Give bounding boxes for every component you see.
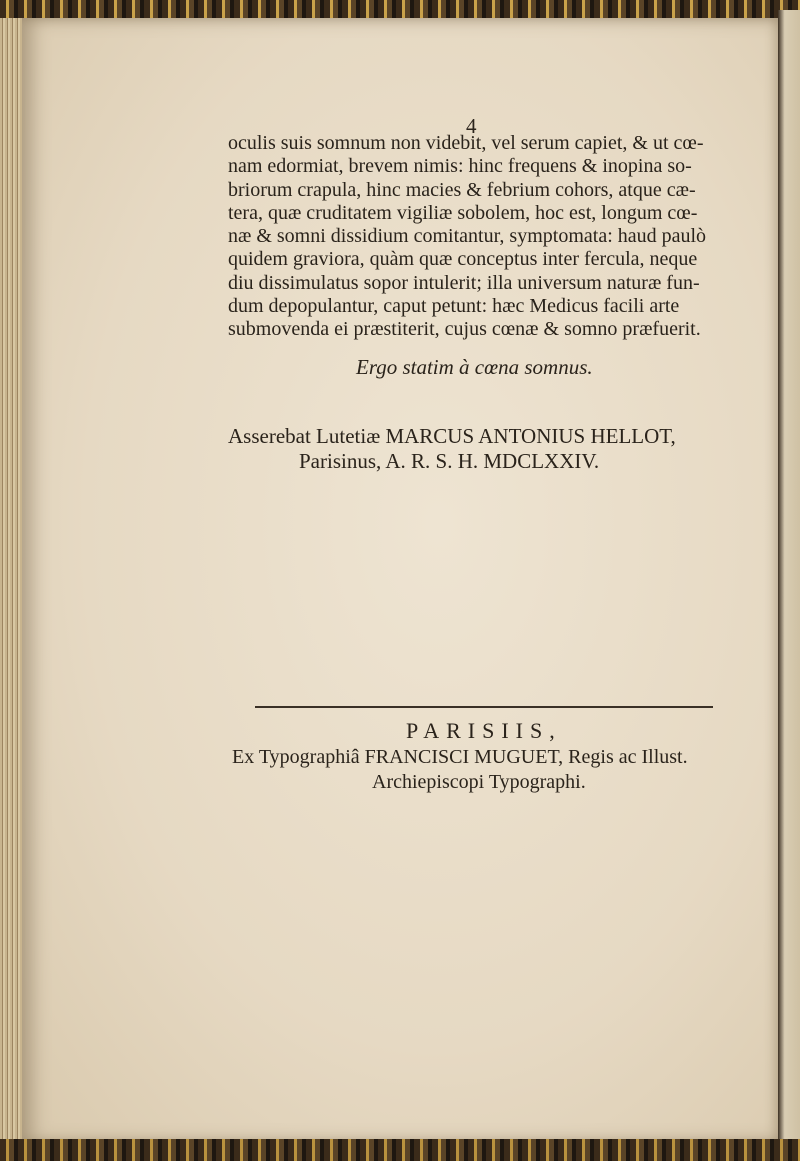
imprint-printer: Ex Typographiâ FRANCISCI MUGUET, Regis ac Illust. [232,746,688,768]
facing-page-edge [778,10,800,1150]
body-line: nam edormiat, brevem nimis: hinc frequens & inopina so- [228,155,692,178]
body-line: briorum crapula, hinc macies & febrium cohors, atque cæ- [228,178,696,201]
assertion-line-1: Asserebat Lutetiæ MARCUS ANTONIUS HELLOT, [228,424,676,448]
page-number: 4 [466,114,477,138]
body-line: submovenda ei præstiterit, cujus cœnæ & somno præfuerit. [228,318,701,341]
body-line: dum depopulantur, caput petunt: hæc Medicus facili arte [228,295,680,318]
divider-rule [255,706,713,708]
body-line: oculis suis somnum non videbit, vel serum capiet, & ut cœ- [228,132,704,154]
body-line: næ & somni dissidium comitantur, symptomata: haud paulò [228,225,707,248]
thesis-assertion [228,424,738,474]
body-line: tera, quæ cruditatem vigiliæ sobolem, hoc est, longum cœ- [228,201,698,224]
imprint-city: PARISIIS, [406,718,562,743]
body-line: quidem graviora, quàm quæ conceptus inter fercula, neque [228,248,698,271]
show-through-text [230,380,730,405]
body-paragraph [228,132,720,342]
body-line: diu dissimulatus sopor intulerit; illa universum naturæ fun- [228,271,700,294]
assertion-line-2: Parisinus, A. R. S. H. MDCLXXIV. [299,449,600,473]
book-cover-bottom-edge [0,1139,800,1161]
imprint-printer-title: Archiepiscopi Typographi. [372,771,586,793]
thesis-conclusion: Ergo statim à cœna somnus. [356,355,593,379]
